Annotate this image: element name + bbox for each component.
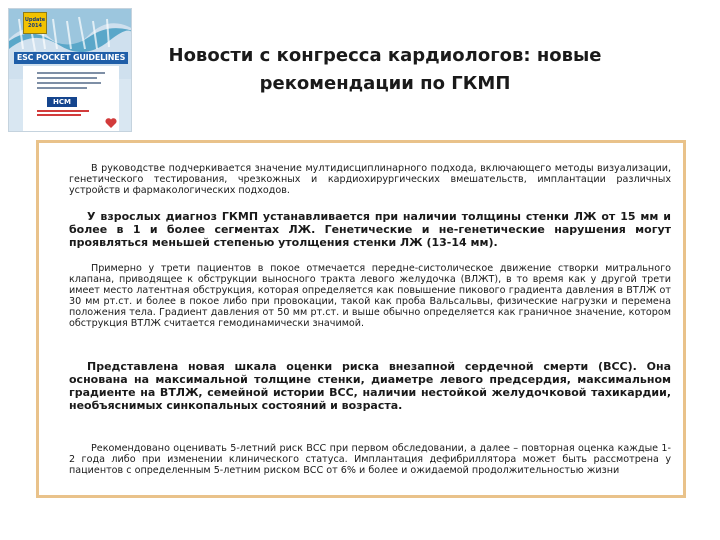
paragraph-lvot-obstruction: Примерно у трети пациентов в покое отмечается передне-систолическое движение створки митрального клапана, приводящее к обструкции выносного тракта левого желудочка (ВЛЖТ), в то время как у другой трети имеет место латентная обструкция, которая определяется как повышение пикового градиента давления в ВТЛЖ от 30 мм рт.ст. и более в покое либо при провокации, такой как проба Вальсальвы, физические нагрузки и перемена положения тела. Градиент давления от 50 мм рт.ст. и выше обычно определяется как граничное значение, котором обструкция ВТЛЖ считается гемодинамически значимой. (69, 263, 671, 329)
content-box (36, 140, 686, 498)
paragraph-diagnosis-criteria: У взрослых диагноз ГКМП устанавливается при наличии толщины стенки ЛЖ от 15 мм и более в 1 и более сегментах ЛЖ. Генетические и не-генетические нарушения могут проявляться меньшей степенью утолщения стенки ЛЖ (13-14 мм). (69, 210, 671, 249)
cover-badge: Update 2014 (23, 12, 47, 34)
slide-title: Новости с конгресса кардиологов: новые рекомендации по ГКМП (168, 45, 602, 94)
cover-hcm-label: HCM (47, 97, 77, 107)
guidelines-cover-image (8, 8, 132, 132)
paragraph-multidisciplinary: В руководстве подчеркивается значение мултидисциплинарного подхода, включающего методы визуализации, генетического тестирования, чрезкожных и кардиохирургических вмешательств, имплантации различных устройств и фармакологических подходов. (69, 163, 671, 196)
cover-title: ESC POCKET GUIDELINES (14, 52, 128, 64)
paragraph-scd-risk-score: Представлена новая шкала оценки риска внезапной сердечной смерти (ВСС). Она основана на максимальной толщине стенки, диаметре левого предсердия, максимальном градиенте на ВТЛЖ, семейной истории ВСС, наличии нестойкой желудочковой тахикардии, необъяснимых синкопальных состояний и возраста. (69, 360, 671, 412)
esc-heart-logo-icon (105, 117, 117, 129)
cover-subtitle-line (37, 110, 89, 112)
cover-subtitle-line (37, 114, 81, 116)
paragraph-icd-recommendation: Рекомендовано оценивать 5-летний риск ВСС при первом обследовании, а далее – повторная оценка каждые 1-2 года либо при изменении клинического статуса. Имплантация дефибриллятора может быть рассмотрена у пациентов с определенным 5-летним риском ВСС от 6% и более и ожидаемой продолжительностью жизни (69, 443, 671, 476)
